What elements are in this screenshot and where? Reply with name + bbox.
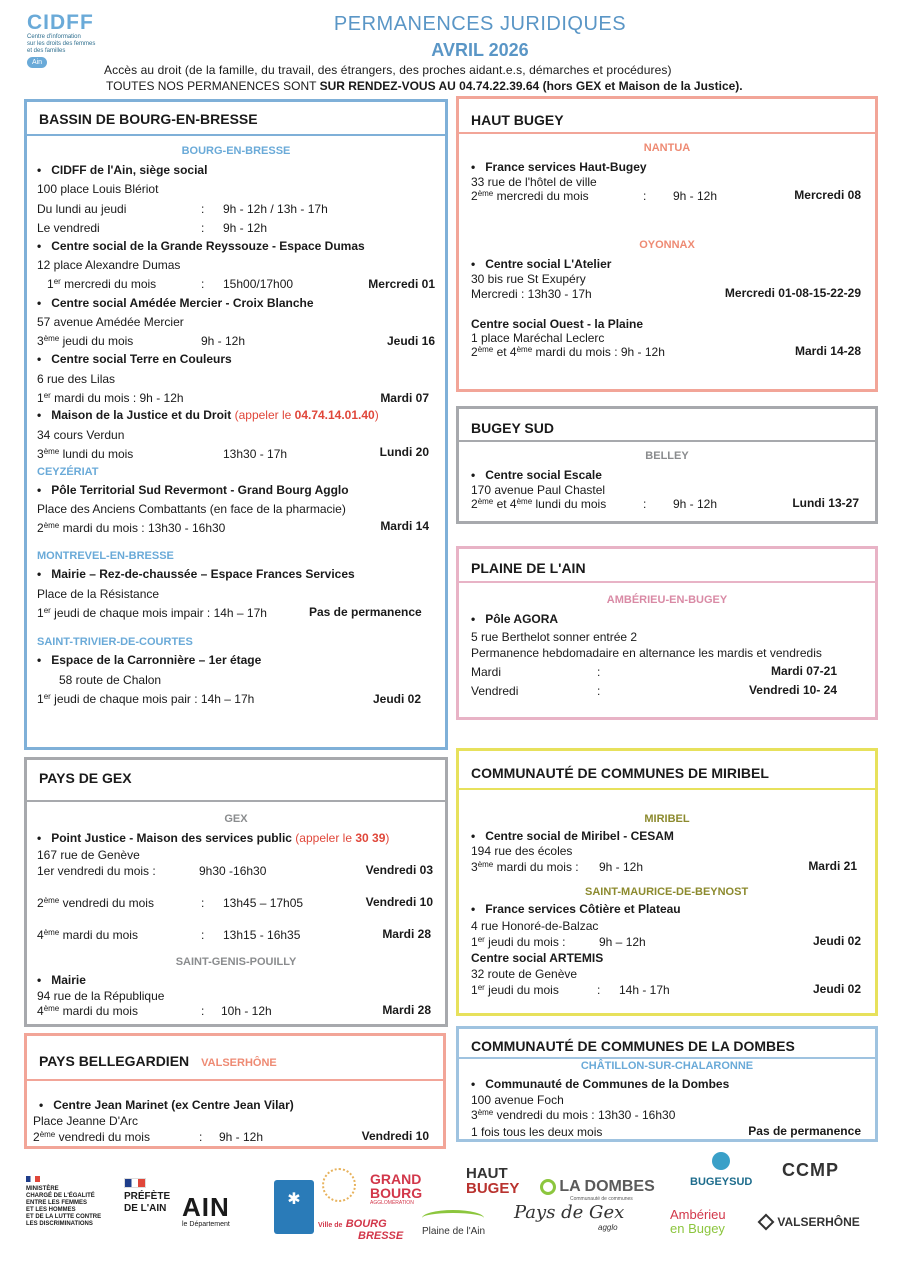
- ouest-plaine-schedule-sup1: ème: [477, 345, 494, 354]
- point-justice-schedule-3-b: mardi du mois: [59, 928, 138, 942]
- carronniere-name: • Espace de la Carronnière – 1er étage: [37, 653, 262, 667]
- mjd-date: Lundi 20: [379, 445, 429, 459]
- cidff-logo-sub2: sur les droits des femmes: [27, 41, 96, 47]
- atelier-schedule: Mercredi : 13h30 - 17h: [471, 287, 592, 301]
- escale-date: Lundi 13-27: [792, 496, 859, 510]
- haut-bugey-line-1: HAUT: [466, 1165, 508, 1182]
- ain-departement-logo: [182, 1194, 230, 1229]
- grand-bourg-line-3: AGGLOMÉRATION: [370, 1200, 414, 1206]
- prefet-flag: [124, 1178, 146, 1188]
- fs-cotiere-schedule-sup: er: [477, 935, 485, 944]
- terre-schedule-a: 1: [37, 391, 44, 405]
- mjd-hours: 13h30 - 17h: [223, 447, 288, 461]
- point-justice-schedule-2: [37, 896, 154, 911]
- cesam-name: • Centre social de Miribel - CESAM: [471, 829, 674, 843]
- section-bourg: [24, 99, 448, 750]
- cesam-schedule: [471, 860, 579, 875]
- cesam-hours: 9h - 12h: [599, 860, 644, 874]
- artemis-name: Centre social ARTEMIS: [471, 951, 604, 965]
- marinet-schedule-sup: ème: [39, 1130, 56, 1139]
- town-chatillon: CHÂTILLON-SUR-CHALARONNE: [580, 1060, 754, 1072]
- mairie-sgp-schedule-sup: ème: [43, 1004, 60, 1013]
- dumas-name-text: Centre social de la Grande Reyssouze - Espace Dumas: [51, 239, 365, 253]
- section-bugey-sud: [456, 406, 878, 524]
- bugey-sud-logo: [690, 1152, 752, 1188]
- valserhone-logo: [760, 1214, 860, 1229]
- dumas-colon: :: [201, 277, 205, 291]
- mercier-name-text: Centre social Amédée Mercier - Croix Blanche: [51, 296, 314, 310]
- cidff-logo-name: CIDFF: [27, 11, 94, 34]
- artemis-colon: :: [597, 983, 601, 997]
- fs-haut-bugey-name: • France services Haut-Bugey: [471, 160, 647, 174]
- town-saint-trivier: SAINT-TRIVIER-DE-COURTES: [37, 636, 193, 648]
- atelier-addr: 30 bis rue St Exupéry: [471, 272, 586, 286]
- page-month: AVRIL 2026: [431, 40, 529, 60]
- section-plaine-ain: [456, 546, 878, 720]
- point-justice-schedule-3: [37, 928, 138, 943]
- artemis-schedule: [471, 983, 559, 998]
- point-justice-schedule-3-a: 4: [37, 928, 44, 942]
- revermont-name: • Pôle Territorial Sud Revermont - Grand Bourg Agglo: [37, 483, 349, 497]
- mairie-sgp-hours: 10h - 12h: [221, 1004, 272, 1018]
- mairie-sgp-date: Mardi 28: [382, 1003, 431, 1017]
- ouest-plaine-schedule-sup2: ème: [516, 345, 533, 354]
- fs-cotiere-name: • France services Côtière et Plateau: [471, 902, 681, 916]
- cidff-logo-sub1: Centre d'information: [27, 34, 81, 40]
- haut-bugey-logo: [466, 1166, 519, 1196]
- ain-logo-sub: le Département: [182, 1221, 230, 1228]
- carronniere-addr: 58 route de Chalon: [59, 673, 162, 687]
- section-cc-dombes: [456, 1026, 878, 1142]
- mairie-sgp-schedule-b: mardi du mois: [59, 1004, 138, 1018]
- point-justice-schedule-1: 1er vendredi du mois :: [37, 864, 156, 878]
- cesam-date: Mardi 21: [808, 859, 857, 873]
- terre-schedule-sup: er: [43, 391, 51, 400]
- grand-bourg-line-1: GRAND: [370, 1171, 422, 1187]
- mjd-addr: 34 cours Verdun: [37, 428, 125, 442]
- carronniere-schedule-a: 1: [37, 692, 44, 706]
- cesam-schedule-a: 3: [471, 860, 478, 874]
- ccdombes-schedule: [471, 1108, 675, 1123]
- ccdombes-note: 1 fois tous les deux mois: [471, 1125, 603, 1139]
- agora-note: Permanence hebdomadaire en alternance les mardis et vendredis: [471, 646, 822, 660]
- agora-name: • Pôle AGORA: [471, 612, 559, 626]
- prefet-logo: [124, 1178, 170, 1215]
- stars-icon: ✱: [287, 1191, 301, 1208]
- mairie-sgp-name: • Mairie: [37, 973, 86, 987]
- point-justice-date-2: Vendredi 10: [365, 895, 433, 909]
- point-justice-date-1: Vendredi 03: [365, 863, 433, 877]
- valserhone-text: VALSERHÔNE: [777, 1214, 860, 1229]
- ccdombes-schedule-sup: ème: [477, 1108, 494, 1117]
- point-justice-note-c: ): [385, 831, 390, 845]
- agora-addr: 5 rue Berthelot sonner entrée 2: [471, 630, 638, 644]
- plaine-ain-logo: [422, 1210, 485, 1237]
- escale-name-text: Centre social Escale: [485, 468, 602, 482]
- cidff-siege-hours-1: 9h - 12h / 13h - 17h: [223, 202, 328, 216]
- bugey-sud-text: BUGEYSUD: [690, 1176, 753, 1188]
- montrevel-addr: Place de la Résistance: [37, 587, 160, 601]
- ouest-plaine-schedule-a: 2: [471, 345, 478, 359]
- point-justice-note-a: (appeler le: [295, 831, 356, 845]
- montrevel-name-text: Mairie – Rez-de-chaussée – Espace Frances Services: [51, 567, 355, 581]
- artemis-addr: 32 route de Genève: [471, 967, 578, 981]
- cidff-siege-colon-1: :: [201, 202, 205, 216]
- montrevel-schedule-sup: er: [43, 606, 51, 615]
- point-justice-name: • Point Justice - Maison des services public (appeler le 30 39): [37, 831, 390, 845]
- la-dombes-logo: [540, 1178, 655, 1202]
- point-justice-name-text: Point Justice - Maison des services public: [51, 831, 292, 845]
- terre-schedule: [37, 391, 184, 406]
- mjd-note-c: ): [374, 408, 379, 422]
- agora-colon-2: :: [597, 684, 601, 698]
- section-haut-bugey-title: HAUT BUGEY: [471, 112, 564, 128]
- escale-addr: 170 avenue Paul Chastel: [471, 483, 606, 497]
- revermont-addr: Place des Anciens Combattants (en face de la pharmacie): [37, 502, 346, 516]
- dumas-schedule: [47, 277, 156, 292]
- agora-date-2: Vendredi 10- 24: [748, 683, 837, 697]
- marinet-colon: :: [199, 1130, 203, 1144]
- carronniere-date: Jeudi 02: [373, 692, 422, 706]
- ccdombes-schedule-a: 3: [471, 1108, 478, 1122]
- cidff-logo-sub3: et des familles: [27, 48, 66, 54]
- cesam-schedule-b: mardi du mois :: [493, 860, 579, 874]
- cidff-siege-colon-2: :: [201, 221, 205, 235]
- fs-cotiere-schedule: [471, 935, 566, 950]
- point-justice-addr: 167 rue de Genève: [37, 848, 140, 862]
- mairie-sgp-colon: :: [201, 1004, 205, 1018]
- cidff-siege-name-text: CIDFF de l'Ain, siège social: [51, 163, 208, 177]
- town-belley: BELLEY: [645, 450, 689, 462]
- cesam-name-text: Centre social de Miribel - CESAM: [485, 829, 674, 843]
- marinet-addr: Place Jeanne D'Arc: [33, 1114, 139, 1128]
- escale-schedule-b: et 4: [493, 497, 517, 511]
- mjd-schedule: [37, 447, 133, 462]
- fs-haut-bugey-schedule-a: 2: [471, 189, 478, 203]
- ccdombes-name-text: Communauté de Communes de la Dombes: [485, 1077, 730, 1091]
- carronniere-schedule: [37, 692, 254, 707]
- cidff-siege-day-1: Du lundi au jeudi: [37, 202, 127, 216]
- bugey-sud-icon: [712, 1152, 730, 1170]
- marinet-hours: 9h - 12h: [219, 1130, 264, 1144]
- plaine-ain-text: Plaine de l'Ain: [422, 1226, 486, 1237]
- plaine-ain-icon: [422, 1210, 484, 1226]
- ministere-line-1: MINISTÈRE: [26, 1186, 59, 1192]
- section-bugey-sud-underline: [459, 440, 875, 442]
- mjd-phone: 04.74.14.01.40: [294, 408, 375, 422]
- mjd-note-a: (appeler le: [234, 408, 295, 422]
- fs-cotiere-date: Jeudi 02: [812, 934, 861, 948]
- mercier-schedule: [37, 334, 133, 349]
- cesam-addr: 194 rue des écoles: [471, 844, 573, 858]
- la-dombes-icon: [540, 1179, 556, 1195]
- dumas-schedule-sup: er: [53, 277, 61, 286]
- ministere-flag: [26, 1176, 40, 1182]
- montrevel-name: • Mairie – Rez-de-chaussée – Espace Frances Services: [37, 567, 355, 581]
- town-nantua: NANTUA: [643, 142, 691, 154]
- mairie-sgp-schedule: [37, 1004, 138, 1019]
- fs-cotiere-schedule-a: 1: [471, 935, 478, 949]
- ccdombes-addr: 100 avenue Foch: [471, 1093, 564, 1107]
- mercier-schedule-a: 3: [37, 334, 44, 348]
- agora-day-2: Vendredi: [471, 684, 519, 698]
- ouest-plaine-schedule-b: et 4: [493, 345, 517, 359]
- agora-date-1: Mardi 07-21: [770, 664, 837, 678]
- ccmp-logo: [782, 1160, 839, 1181]
- mairie-sgp-name-text: Mairie: [51, 973, 86, 987]
- artemis-hours: 14h - 17h: [619, 983, 670, 997]
- escale-schedule: [471, 497, 606, 512]
- header-line-2-phone: SUR RENDEZ-VOUS AU 04.74.22.39.64 (hors GEX et Maison de la Justice).: [319, 79, 743, 93]
- marinet-name-text: Centre Jean Marinet (ex Centre Jean Vilar): [53, 1098, 294, 1112]
- fs-haut-bugey-date: Mercredi 08: [794, 188, 861, 202]
- fs-haut-bugey-schedule: [471, 189, 589, 204]
- ville-bourg-line-2: BOURG: [345, 1218, 387, 1230]
- point-justice-schedule-2-b: vendredi du mois: [59, 896, 154, 910]
- section-cc-miribel: [456, 748, 878, 1016]
- escale-schedule-c: lundi du mois: [532, 497, 607, 511]
- ouest-plaine-addr: 1 place Maréchal Leclerc: [471, 331, 605, 345]
- atelier-date: Mercredi 01-08-15-22-29: [724, 286, 861, 300]
- point-justice-date-3: Mardi 28: [382, 927, 431, 941]
- mercier-name: • Centre social Amédée Mercier - Croix Blanche: [37, 296, 314, 310]
- header-line-2-pre: TOUTES NOS PERMANENCES SONT: [106, 79, 320, 93]
- mercier-hours: 9h - 12h: [201, 334, 246, 348]
- ccdombes-name: • Communauté de Communes de la Dombes: [471, 1077, 730, 1091]
- point-justice-hours-1: 9h30 -16h30: [199, 864, 267, 878]
- fs-haut-bugey-name-text: France services Haut-Bugey: [485, 160, 647, 174]
- mjd-note: [235, 408, 379, 422]
- mjd-name-text: Maison de la Justice et du Droit: [51, 408, 232, 422]
- section-bourg-title: BASSIN DE BOURG-EN-BRESSE: [39, 111, 258, 127]
- prefet-line-1: PRÉFÈTE: [124, 1191, 171, 1202]
- marinet-schedule: [33, 1130, 150, 1145]
- town-miribel: MIRIBEL: [644, 813, 690, 825]
- section-pays-gex-underline: [27, 800, 445, 802]
- escale-schedule-sup1: ème: [477, 497, 494, 506]
- marinet-name: • Centre Jean Marinet (ex Centre Jean Vilar): [39, 1098, 294, 1112]
- mjd-schedule-a: 3: [37, 447, 44, 461]
- amberieu-line-1: Ambérieu: [670, 1207, 726, 1222]
- carronniere-schedule-b: jeudi de chaque mois pair : 14h – 17h: [50, 692, 255, 706]
- section-haut-bugey: [456, 96, 878, 392]
- terre-date: Mardi 07: [380, 391, 429, 405]
- town-montrevel: MONTREVEL-EN-BRESSE: [37, 550, 174, 562]
- agora-colon-1: :: [597, 665, 601, 679]
- point-justice-colon-3: :: [201, 928, 205, 942]
- montrevel-schedule-b: jeudi de chaque mois impair : 14h – 17h: [50, 606, 267, 620]
- section-miribel-underline: [459, 788, 875, 790]
- revermont-schedule-a: 2: [37, 521, 44, 535]
- dumas-hours: 15h00/17h00: [223, 277, 294, 291]
- escale-colon: :: [643, 497, 647, 511]
- page-title: PERMANENCES JURIDIQUES: [333, 13, 627, 35]
- point-justice-schedule-3-sup: ème: [43, 928, 60, 937]
- section-bellegarde-underline: [27, 1079, 443, 1081]
- terre-schedule-b: mardi du mois : 9h - 12h: [50, 391, 184, 405]
- agora-day-1: Mardi: [471, 665, 502, 679]
- montrevel-schedule-a: 1: [37, 606, 44, 620]
- ouest-plaine-name: Centre social Ouest - la Plaine: [471, 317, 644, 331]
- section-haut-bugey-underline: [459, 132, 875, 134]
- ouest-plaine-date: Mardi 14-28: [794, 344, 861, 358]
- fs-haut-bugey-colon: :: [643, 189, 647, 203]
- fs-cotiere-addr: 4 rue Honoré-de-Balzac: [471, 919, 599, 933]
- dumas-schedule-b: mercredi du mois: [60, 277, 157, 291]
- mjd-schedule-b: lundi du mois: [59, 447, 134, 461]
- ccmp-text: CCMP: [782, 1160, 839, 1180]
- terre-addr: 6 rue des Lilas: [37, 372, 116, 386]
- montrevel-schedule: [37, 606, 267, 621]
- marinet-schedule-a: 2: [33, 1130, 40, 1144]
- ouest-plaine-schedule: [471, 345, 665, 360]
- fs-haut-bugey-hours: 9h - 12h: [673, 189, 718, 203]
- section-pays-gex-title: PAYS DE GEX: [39, 770, 132, 786]
- marinet-schedule-b: vendredi du mois: [55, 1130, 150, 1144]
- stars-logo: [274, 1180, 314, 1234]
- town-amberieu: AMBÉRIEU-EN-BUGEY: [606, 594, 728, 606]
- artemis-schedule-sup: er: [477, 983, 485, 992]
- ministere-line-6: LES DISCRIMINATIONS: [26, 1221, 93, 1227]
- revermont-schedule: [37, 521, 225, 536]
- town-ceyzeriat: CEYZÉRIAT: [37, 466, 99, 478]
- atelier-name: • Centre social L'Atelier: [471, 257, 612, 271]
- dumas-date: Mercredi 01: [368, 277, 435, 291]
- ville-bourg-line-1: Ville de: [318, 1222, 343, 1229]
- section-bellegarde-title-text: PAYS BELLEGARDIEN: [39, 1053, 190, 1069]
- cidff-logo-badge: Ain: [27, 57, 47, 68]
- pays-gex-text: Pays de Gex: [514, 1202, 625, 1223]
- grand-bourg-logo: [370, 1172, 422, 1207]
- ministere-line-3: ENTRE LES FEMMES: [26, 1200, 88, 1206]
- escale-schedule-a: 2: [471, 497, 478, 511]
- point-justice-hours-3: 13h15 - 16h35: [223, 928, 301, 942]
- agora-name-text: Pôle AGORA: [485, 612, 559, 626]
- ministere-line-2: CHARGÉ DE L'ÉGALITÉ: [26, 1193, 95, 1199]
- dumas-addr: 12 place Alexandre Dumas: [37, 258, 181, 272]
- valserhone-icon: [758, 1213, 775, 1230]
- town-saint-genis: SAINT-GENIS-POUILLY: [175, 956, 297, 968]
- artemis-date: Jeudi 02: [812, 982, 861, 996]
- marinet-date: Vendredi 10: [361, 1129, 429, 1143]
- revermont-date: Mardi 14: [380, 519, 429, 533]
- section-dombes-title: COMMUNAUTÉ DE COMMUNES DE LA DOMBES: [471, 1038, 795, 1054]
- dumas-name: • Centre social de la Grande Reyssouze - Espace Dumas: [37, 239, 365, 253]
- header-line-2: [106, 79, 743, 93]
- escale-schedule-sup2: ème: [516, 497, 533, 506]
- amberieu-line-2: en Bugey: [670, 1221, 725, 1236]
- fs-cotiere-hours: 9h – 12h: [599, 935, 646, 949]
- ain-logo-text: AIN: [182, 1192, 230, 1222]
- fs-cotiere-schedule-b: jeudi du mois :: [484, 935, 566, 949]
- town-gex: GEX: [224, 813, 248, 825]
- town-valserhone: VALSERHÔNE: [201, 1057, 277, 1069]
- revermont-schedule-b: mardi du mois : 13h30 - 16h30: [59, 521, 226, 535]
- prefet-line-2: DE L'AIN: [124, 1203, 167, 1214]
- cesam-schedule-sup: ème: [477, 860, 494, 869]
- mercier-schedule-b: jeudi du mois: [59, 334, 134, 348]
- ministere-line-5: ET DE LA LUTTE CONTRE: [26, 1214, 102, 1220]
- point-justice-hours-2: 13h45 – 17h05: [223, 896, 304, 910]
- terre-name-text: Centre social Terre en Couleurs: [51, 352, 232, 366]
- cidff-siege-hours-2: 9h - 12h: [223, 221, 268, 235]
- pays-gex-sub: agglo: [598, 1223, 618, 1232]
- haut-bugey-line-2: BUGEY: [466, 1180, 520, 1197]
- terre-name: • Centre social Terre en Couleurs: [37, 352, 232, 366]
- mjd-name: • Maison de la Justice et du Droit (appeler le 04.74.14.01.40): [37, 408, 379, 422]
- section-plaine-ain-title: PLAINE DE L'AIN: [471, 560, 586, 576]
- point-justice-schedule-2-a: 2: [37, 896, 44, 910]
- town-bourg-en-bresse: BOURG-EN-BRESSE: [181, 145, 291, 157]
- fs-haut-bugey-schedule-b: mercredi du mois: [493, 189, 589, 203]
- fs-haut-bugey-schedule-sup: ème: [477, 189, 494, 198]
- atelier-name-text: Centre social L'Atelier: [485, 257, 612, 271]
- artemis-schedule-a: 1: [471, 983, 478, 997]
- carronniere-name-text: Espace de la Carronnière – 1er étage: [51, 653, 262, 667]
- escale-hours: 9h - 12h: [673, 497, 718, 511]
- fs-haut-bugey-addr: 33 rue de l'hôtel de ville: [471, 175, 597, 189]
- point-justice-schedule-2-sup: ème: [43, 896, 60, 905]
- cidff-siege-day-2: Le vendredi: [37, 221, 100, 235]
- fs-cotiere-name-text: France services Côtière et Plateau: [485, 902, 681, 916]
- montrevel-date: Pas de permanence: [309, 605, 422, 619]
- mercier-date: Jeudi 16: [386, 334, 435, 348]
- town-oyonnax: OYONNAX: [639, 239, 695, 251]
- section-plaine-ain-underline: [459, 581, 875, 583]
- escale-name: • Centre social Escale: [471, 468, 602, 482]
- grand-bourg-line-2: BOURG: [370, 1185, 423, 1201]
- point-justice-note: [295, 831, 389, 845]
- section-miribel-title: COMMUNAUTÉ DE COMMUNES DE MIRIBEL: [471, 765, 769, 781]
- pays-gex-logo: [514, 1202, 624, 1232]
- mjd-schedule-sup: ème: [43, 447, 60, 456]
- point-justice-phone: 30 39: [355, 831, 386, 845]
- cidff-siege-name: • CIDFF de l'Ain, siège social: [37, 163, 208, 177]
- la-dombes-sub: Communauté de communes: [570, 1196, 633, 1202]
- header-line-1: Accès au droit (de la famille, du travail, des étrangers, des proches aidant.e.s, démarches et procédures): [104, 63, 672, 77]
- carronniere-schedule-sup: er: [43, 692, 51, 701]
- ouest-plaine-schedule-c: mardi du mois : 9h - 12h: [532, 345, 665, 359]
- section-bourg-title-underline: [27, 134, 445, 136]
- ville-bourg-line-3: BRESSE: [358, 1230, 404, 1242]
- point-justice-colon-2: :: [201, 896, 205, 910]
- ministere-logo: [26, 1176, 116, 1228]
- la-dombes-text: LA DOMBES: [559, 1178, 655, 1195]
- artemis-schedule-b: jeudi du mois: [484, 983, 559, 997]
- mairie-sgp-schedule-a: 4: [37, 1004, 44, 1018]
- contrat-ville-logo: [322, 1168, 356, 1202]
- dumas-schedule-a: 1: [47, 277, 54, 291]
- section-pays-bellegardien: [24, 1033, 446, 1149]
- mairie-sgp-addr: 94 rue de la République: [37, 989, 165, 1003]
- revermont-schedule-sup: ème: [43, 521, 60, 530]
- mercier-addr: 57 avenue Amédée Mercier: [37, 315, 184, 329]
- revermont-name-text: Pôle Territorial Sud Revermont - Grand Bourg Agglo: [51, 483, 349, 497]
- amberieu-logo: [646, 1208, 726, 1236]
- ccdombes-schedule-b: vendredi du mois : 13h30 - 16h30: [493, 1108, 676, 1122]
- section-bugey-sud-title: BUGEY SUD: [471, 420, 554, 436]
- ville-bourg-logo: [318, 1218, 403, 1242]
- town-saint-maurice: SAINT-MAURICE-DE-BEYNOST: [585, 886, 749, 898]
- section-pays-gex: [24, 757, 448, 1027]
- ministere-line-4: ET LES HOMMES: [26, 1207, 76, 1213]
- cidff-siege-addr: 100 place Louis Blériot: [37, 182, 159, 196]
- ccdombes-date: Pas de permanence: [748, 1124, 861, 1138]
- section-bellegarde-title: [39, 1053, 277, 1069]
- mercier-schedule-sup: ème: [43, 334, 60, 343]
